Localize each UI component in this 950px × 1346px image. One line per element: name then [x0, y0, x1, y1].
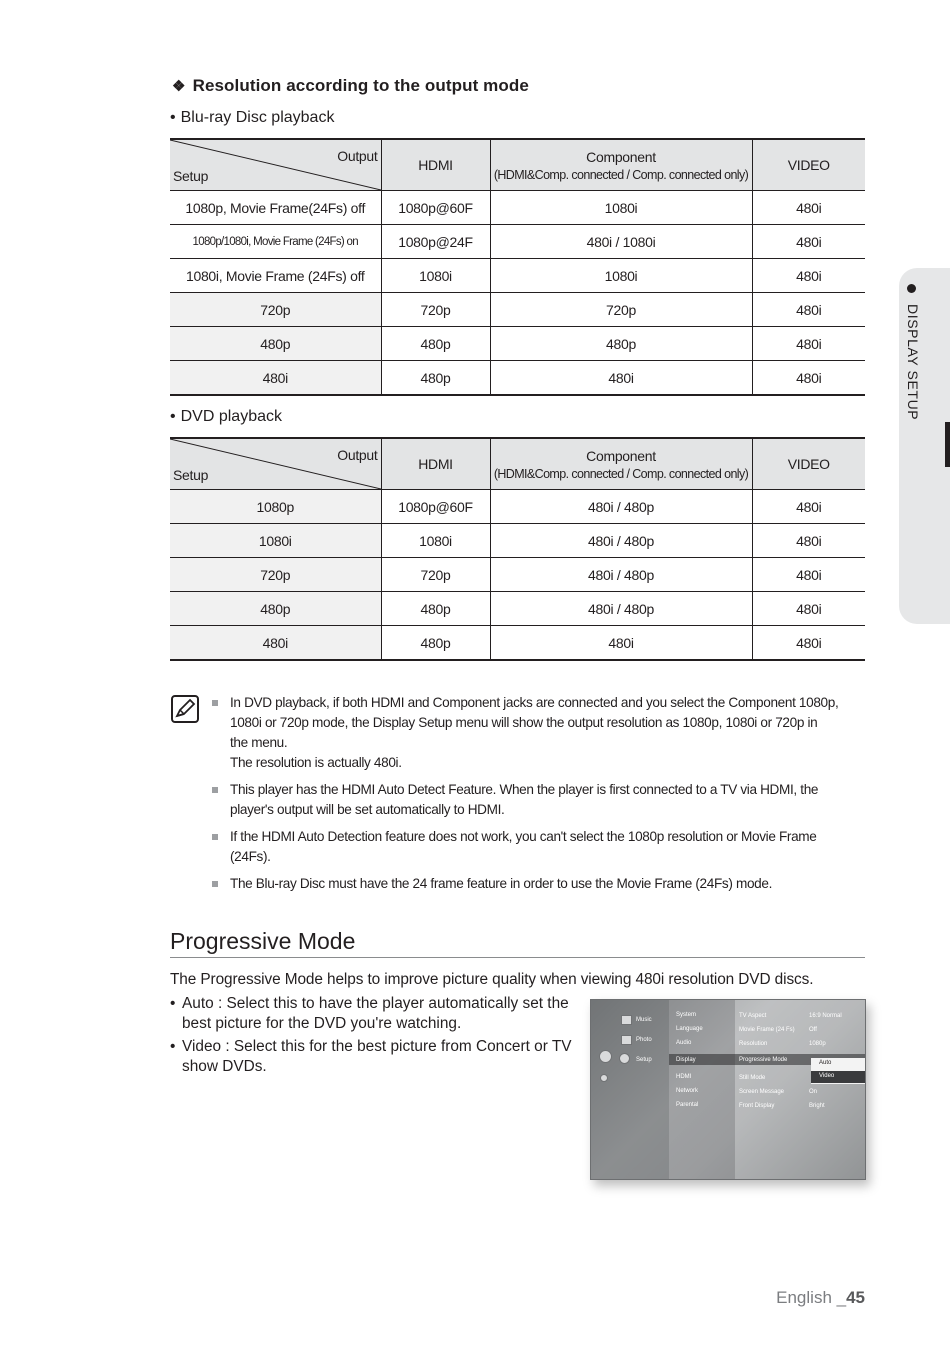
chapter-side-tab: [899, 268, 950, 624]
component-header-title: Component: [586, 148, 656, 165]
osd-setting-label: Screen Message: [739, 1089, 785, 1095]
osd-cat-audio: Audio: [676, 1040, 692, 1046]
setup-cell: 1080p: [170, 490, 381, 524]
note-line: This player has the HDMI Auto Detect Feature. When the player is first connected to a TV via HDMI, the: [230, 782, 819, 797]
component-cell: 480i: [490, 626, 752, 661]
video-cell: 480i: [752, 558, 865, 592]
table-row: [170, 327, 865, 361]
square-bullet-icon: [212, 881, 218, 887]
osd-cat-network: Network: [676, 1088, 699, 1094]
video-cell: 480i: [752, 361, 865, 396]
square-bullet-icon: [212, 834, 218, 840]
osd-setting-label: Resolution: [739, 1041, 768, 1047]
option-video: [170, 1037, 580, 1077]
component-cell: 1080i: [490, 259, 752, 293]
hdmi-cell: 1080p@24F: [381, 225, 490, 259]
osd-cat-hdmi: HDMI: [676, 1074, 692, 1080]
hdmi-cell: 1080p@60F: [381, 191, 490, 225]
component-cell: 480i / 480p: [490, 592, 752, 626]
progressive-mode-title: Progressive Mode: [170, 928, 865, 958]
note-item: [212, 780, 862, 820]
bullet-icon: •: [170, 109, 176, 126]
table-row: [170, 490, 865, 524]
note-line: player's output will be set automatically to HDMI.: [230, 802, 505, 817]
option-desc-line2: best picture for the DVD you're watching.: [182, 1015, 462, 1032]
notes-list: [212, 693, 862, 901]
component-header-note: (HDMI&Comp. connected / Comp. connected only): [493, 167, 749, 182]
dot-icon: [600, 1074, 608, 1082]
osd-setting-label: Still Mode: [739, 1075, 766, 1081]
setup-output-header-cell: [170, 139, 381, 191]
hdmi-cell: 480p: [381, 592, 490, 626]
osd-menu-photo: Photo: [636, 1037, 652, 1043]
option-desc-line2: show DVDs.: [182, 1058, 267, 1075]
osd-setting-label: Progressive Mode: [739, 1057, 788, 1063]
section-heading-text: Resolution according to the output mode: [192, 76, 529, 95]
option-key: Video: [182, 1038, 222, 1055]
setup-cell: 1080i: [170, 524, 381, 558]
osd-setting-value: 1080p: [809, 1041, 826, 1047]
page-number: 45: [846, 1288, 865, 1307]
note-item: [212, 874, 862, 894]
video-cell: 480i: [752, 626, 865, 661]
video-cell: 480i: [752, 293, 865, 327]
note-line: the menu.: [230, 735, 288, 750]
osd-setting-value: On: [809, 1089, 818, 1095]
hdmi-header: HDMI: [381, 139, 490, 191]
chapter-marker: [945, 422, 950, 467]
photo-icon: [621, 1035, 632, 1045]
osd-popup-video: Video: [819, 1073, 835, 1079]
diamond-icon: ❖: [172, 78, 186, 95]
video-cell: 480i: [752, 592, 865, 626]
osd-popup-auto: Auto: [819, 1060, 832, 1066]
footer-language: English _: [776, 1288, 847, 1307]
osd-setting-value: Off: [809, 1027, 817, 1033]
component-header-note: (HDMI&Comp. connected / Comp. connected only): [493, 466, 749, 481]
video-cell: 480i: [752, 490, 865, 524]
setup-cell: 480p: [170, 327, 381, 361]
component-cell: 480i / 480p: [490, 524, 752, 558]
component-cell: 480p: [490, 327, 752, 361]
table-row: [170, 225, 865, 259]
dvd-label-text: DVD playback: [180, 408, 282, 425]
progressive-mode-options: [170, 994, 580, 1080]
setup-cell: 720p: [170, 558, 381, 592]
table-row: [170, 592, 865, 626]
square-bullet-icon: [212, 787, 218, 793]
table-row: [170, 191, 865, 225]
osd-setting-label: TV Aspect: [739, 1013, 767, 1019]
hdmi-cell: 480p: [381, 327, 490, 361]
option-desc-line1: : Select this for the best picture from Concert or TV: [221, 1038, 572, 1055]
note-pencil-icon: [171, 695, 199, 723]
setup-header: Setup: [173, 467, 209, 483]
note-item: [212, 827, 862, 867]
note-line: 1080i or 720p mode, the Display Setup menu will show the output resolution as 1080p, 1080i or 720p in: [230, 715, 818, 730]
osd-menu-music: Music: [636, 1017, 652, 1023]
hdmi-cell: 1080i: [381, 524, 490, 558]
video-cell: 480i: [752, 327, 865, 361]
video-cell: 480i: [752, 191, 865, 225]
component-cell: 1080i: [490, 191, 752, 225]
osd-setting-label: Movie Frame (24 Fs): [739, 1027, 795, 1033]
note-line: (24Fs).: [230, 849, 271, 864]
hdmi-cell: 480p: [381, 626, 490, 661]
setup-output-header-cell: [170, 438, 381, 490]
bullet-icon: •: [170, 995, 176, 1012]
gear-icon: [619, 1053, 630, 1064]
table-row: [170, 293, 865, 327]
video-cell: 480i: [752, 225, 865, 259]
osd-menu-screenshot: [590, 999, 866, 1180]
progressive-mode-intro: The Progressive Mode helps to improve picture quality when viewing 480i resolution DVD discs.: [170, 971, 814, 988]
component-cell: 480i: [490, 361, 752, 396]
osd-cat-language: Language: [676, 1026, 703, 1032]
music-icon: [621, 1015, 632, 1025]
bullet-icon: •: [170, 408, 176, 425]
note-line: The Blu-ray Disc must have the 24 frame feature in order to use the Movie Frame (24Fs) mode.: [230, 876, 772, 891]
component-cell: 480i / 1080i: [490, 225, 752, 259]
setup-cell: 1080i, Movie Frame (24Fs) off: [170, 259, 381, 293]
hdmi-cell: 720p: [381, 293, 490, 327]
setup-header: Setup: [173, 168, 209, 184]
setup-cell: 1080p, Movie Frame(24Fs) off: [170, 191, 381, 225]
disc-icon: [599, 1050, 612, 1063]
bluray-label: [170, 109, 334, 127]
component-cell: 480i / 480p: [490, 558, 752, 592]
dvd-label: [170, 408, 282, 426]
table-header-row: [170, 139, 865, 191]
osd-cat-parental: Parental: [676, 1102, 699, 1108]
output-header: Output: [337, 447, 378, 463]
osd-main-column: [591, 1000, 669, 1179]
note-line: If the HDMI Auto Detection feature does not work, you can't select the 1080p resolution or Movie Frame: [230, 829, 817, 844]
component-header: [490, 139, 752, 191]
video-header: VIDEO: [752, 139, 865, 191]
hdmi-header: HDMI: [381, 438, 490, 490]
option-desc-line1: : Select this to have the player automatically set the: [213, 995, 569, 1012]
dvd-resolution-table: [170, 437, 865, 661]
hdmi-cell: 480p: [381, 361, 490, 396]
hdmi-cell: 1080i: [381, 259, 490, 293]
setup-cell: 480p: [170, 592, 381, 626]
table-row: [170, 558, 865, 592]
chapter-dot-icon: [907, 284, 916, 293]
video-cell: 480i: [752, 259, 865, 293]
table-row: [170, 626, 865, 661]
hdmi-cell: 1080p@60F: [381, 490, 490, 524]
component-header-title: Component: [586, 447, 656, 464]
table-row: [170, 524, 865, 558]
table-row: [170, 259, 865, 293]
output-header: Output: [337, 148, 378, 164]
setup-cell: 720p: [170, 293, 381, 327]
chapter-label: DISPLAY SETUP: [905, 304, 921, 421]
bluray-label-text: Blu-ray Disc playback: [180, 109, 335, 126]
component-cell: 720p: [490, 293, 752, 327]
osd-cat-system: System: [676, 1012, 697, 1018]
hdmi-cell: 720p: [381, 558, 490, 592]
page-footer: [776, 1288, 865, 1308]
note-item: [212, 693, 862, 773]
table-header-row: [170, 438, 865, 490]
setup-cell: 480i: [170, 626, 381, 661]
setup-cell: 1080p/1080i, Movie Frame (24Fs) on: [170, 225, 381, 259]
osd-setting-label: Front Display: [739, 1103, 775, 1109]
video-header: VIDEO: [752, 438, 865, 490]
bullet-icon: •: [170, 1038, 176, 1055]
square-bullet-icon: [212, 700, 218, 706]
osd-menu-setup: Setup: [636, 1057, 652, 1063]
setup-cell: 480i: [170, 361, 381, 396]
bluray-resolution-table: [170, 138, 865, 396]
component-header: [490, 438, 752, 490]
option-key: Auto: [182, 995, 214, 1012]
option-auto: [170, 994, 580, 1034]
note-line: In DVD playback, if both HDMI and Component jacks are connected and you select the Component 1080p,: [230, 695, 839, 710]
component-cell: 480i / 480p: [490, 490, 752, 524]
section-heading: [172, 76, 529, 96]
note-line: The resolution is actually 480i.: [230, 755, 402, 770]
table-row: [170, 361, 865, 396]
osd-setting-value: Bright: [809, 1103, 825, 1109]
video-cell: 480i: [752, 524, 865, 558]
osd-cat-display: Display: [676, 1057, 696, 1063]
osd-setting-value: 16:9 Normal: [809, 1013, 842, 1019]
